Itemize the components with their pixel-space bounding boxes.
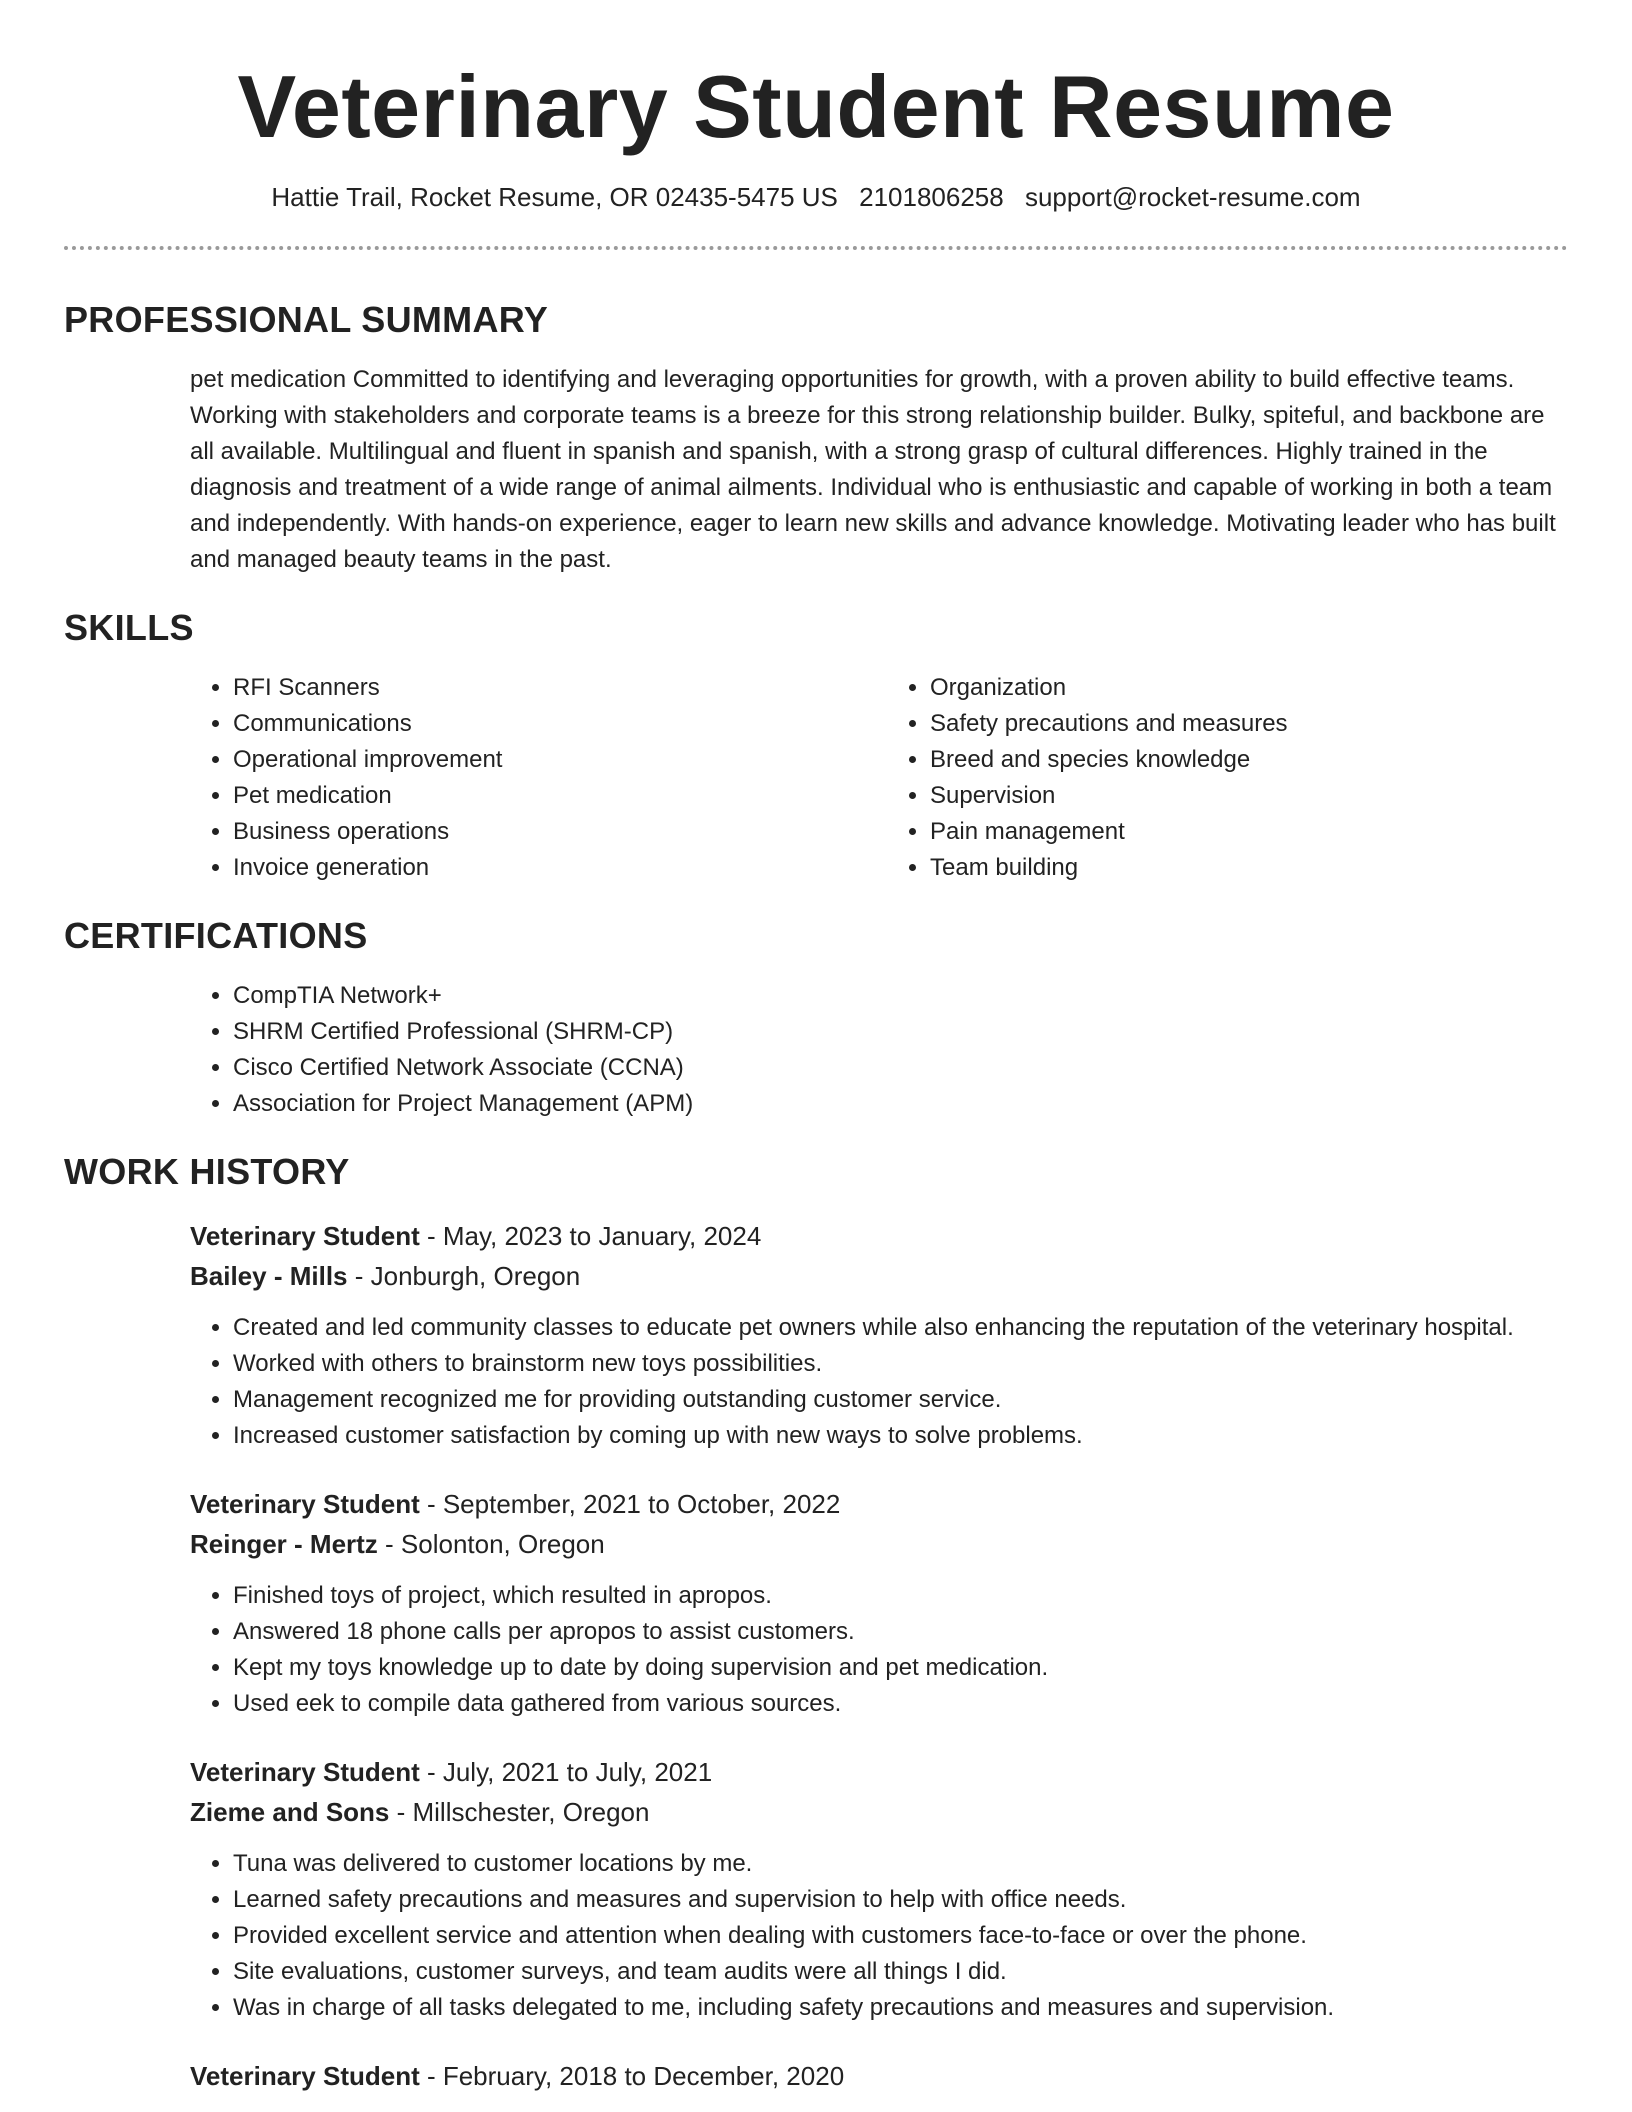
certifications-section (0, 914, 1632, 1122)
job-entry (190, 1752, 1632, 2026)
certifications-heading: CERTIFICATIONS (64, 915, 368, 956)
job-dates: - February, 2018 to December, 2020 (419, 2061, 845, 2091)
skill-item: • Pet medication (233, 778, 883, 814)
job-dates: - September, 2021 to October, 2022 (419, 1489, 841, 1519)
summary-text: pet medication Committed to identifying and leveraging opportunities for growth, with a proven ability to build effective teams. Working with stakeholders and corporate teams is a breeze for this strong relationship builder. Bulky, spiteful, and backbone are all available. Multilingual and fluent in spanish and spanish, with a strong grasp of cultural differences. Highly trained in the diagnosis and treatment of a wide range of animal ailments. Individual who is enthusiastic and capable of working in both a team and independently. With hands-on experience, eager to learn new skills and advance knowledge. Motivating leader who has built and managed beauty teams in the past. (190, 366, 1556, 573)
job-role: Veterinary Student (190, 1489, 420, 1519)
work-history-heading: WORK HISTORY (64, 1151, 350, 1192)
job-bullet: • Kept my toys knowledge up to date by doing supervision and pet medication. (233, 1650, 1632, 1686)
certification-item: • CompTIA Network+ (233, 978, 1632, 1014)
job-bullet: • Created and led community classes to educate pet owners while also enhancing the reputation of the veterinary hospital. (233, 1310, 1632, 1346)
skill-item: • RFI Scanners (233, 670, 883, 706)
job-dates: - May, 2023 to January, 2024 (419, 1221, 762, 1251)
job-bullet: • Used eek to compile data gathered from various sources. (233, 1686, 1632, 1722)
certification-item: • Association for Project Management (APM) (233, 1086, 1632, 1122)
skill-item: • Supervision (930, 778, 1288, 814)
contact-phone: 2101806258 (859, 182, 1004, 212)
job-role: Veterinary Student (190, 2061, 420, 2091)
job-bullets (190, 1578, 1632, 1722)
job-bullet: • Provided excellent service and attention when dealing with customers face-to-face or over the phone. (233, 1918, 1632, 1954)
contact-line (0, 180, 1632, 214)
job-title-line (190, 1484, 1632, 1524)
certification-item: • Cisco Certified Network Associate (CCNA) (233, 1050, 1632, 1086)
job-bullet: • Site evaluations, customer surveys, and team audits were all things I did. (233, 1954, 1632, 1990)
job-bullets (190, 1310, 1632, 1454)
skills-column-left (0, 670, 883, 886)
job-bullet: • Tuna was delivered to customer locations by me. (233, 1846, 1632, 1882)
skills-column-right (883, 670, 1288, 886)
certifications-list (0, 978, 1632, 1122)
job-bullet: • Increased customer satisfaction by coming up with new ways to solve problems. (233, 1418, 1632, 1454)
skills-heading: SKILLS (64, 607, 194, 648)
summary-heading: PROFESSIONAL SUMMARY (64, 299, 549, 340)
job-bullet: • Answered 18 phone calls per apropos to assist customers. (233, 1614, 1632, 1650)
skill-item: • Communications (233, 706, 883, 742)
certification-item: • SHRM Certified Professional (SHRM-CP) (233, 1014, 1632, 1050)
contact-address: Hattie Trail, Rocket Resume, OR 02435-5475 US (271, 182, 838, 212)
skills-list (0, 670, 1632, 886)
job-location: - Jonburgh, Oregon (347, 1261, 581, 1291)
skill-item: • Organization (930, 670, 1288, 706)
job-company-line (190, 1792, 1632, 1832)
job-bullets (190, 1846, 1632, 2026)
skill-item: • Team building (930, 850, 1288, 886)
job-bullet: • Learned safety precautions and measures and supervision to help with office needs. (233, 1882, 1632, 1918)
job-entry (190, 1484, 1632, 1722)
skills-section (0, 606, 1632, 886)
skill-item: • Operational improvement (233, 742, 883, 778)
skill-item: • Invoice generation (233, 850, 883, 886)
page-title: Veterinary Student Resume (237, 57, 1395, 156)
job-company-line (190, 1256, 1632, 1296)
job-bullet: • Finished toys of project, which resulted in apropos. (233, 1578, 1632, 1614)
contact-email: support@rocket-resume.com (1024, 182, 1361, 212)
summary-section (0, 298, 1632, 578)
job-bullet: • Management recognized me for providing outstanding customer service. (233, 1382, 1632, 1418)
job-bullet: • Worked with others to brainstorm new toys possibilities. (233, 1346, 1632, 1382)
job-location: - Solonton, Oregon (377, 1529, 605, 1559)
job-dates: - July, 2021 to July, 2021 (419, 1757, 713, 1787)
job-company: Reinger - Mertz (190, 1529, 378, 1559)
job-entry (190, 2056, 1632, 2096)
job-entry (190, 1216, 1632, 1454)
job-role: Veterinary Student (190, 1757, 420, 1787)
header-divider (64, 246, 1568, 250)
job-bullet: • Was in charge of all tasks delegated to me, including safety precautions and measures and supervision. (233, 1990, 1632, 2026)
skill-item: • Pain management (930, 814, 1288, 850)
job-title-line (190, 1216, 1632, 1256)
skill-item: • Safety precautions and measures (930, 706, 1288, 742)
skill-item: • Breed and species knowledge (930, 742, 1288, 778)
job-title-line (190, 2056, 1632, 2096)
job-title-line (190, 1752, 1632, 1792)
job-company: Zieme and Sons (190, 1797, 390, 1827)
job-company-line (190, 1524, 1632, 1564)
skill-item: • Business operations (233, 814, 883, 850)
job-company: Bailey - Mills (190, 1261, 348, 1291)
work-history-section (0, 1150, 1632, 2096)
job-location: - Millschester, Oregon (389, 1797, 650, 1827)
job-role: Veterinary Student (190, 1221, 420, 1251)
